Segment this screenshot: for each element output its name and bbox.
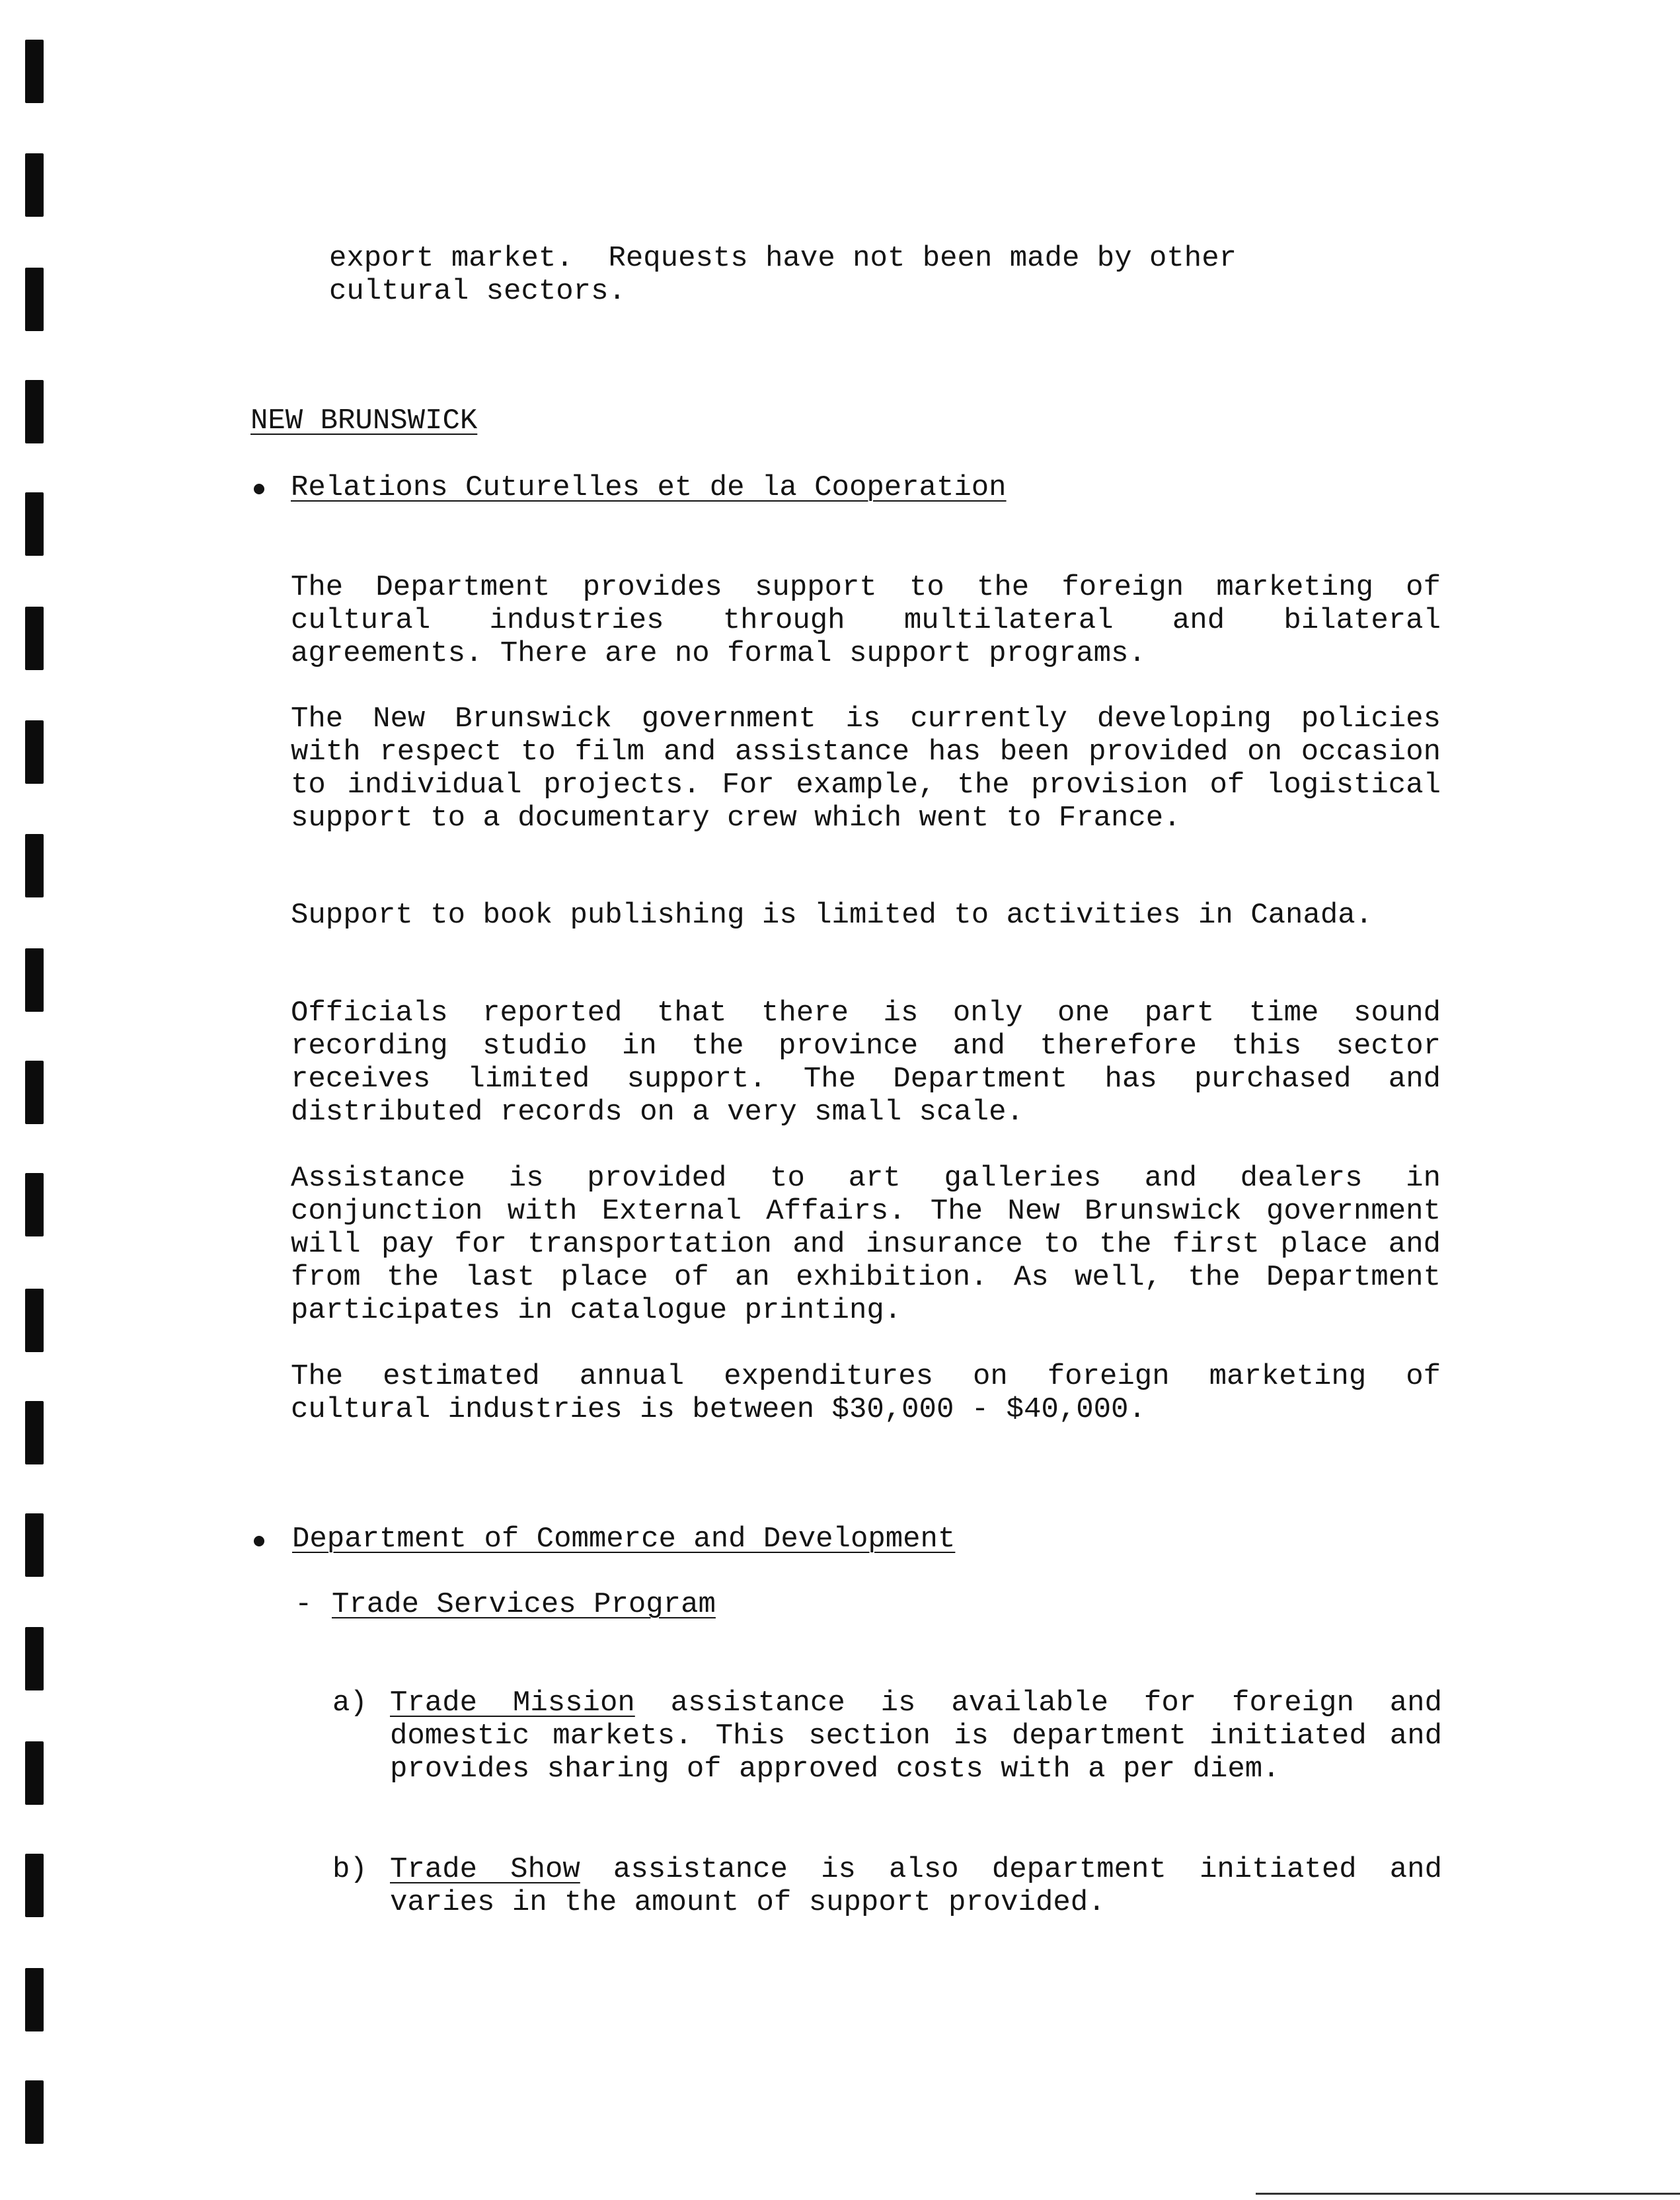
paragraph: The New Brunswick government is currently developing policies with respect to film and assistance has been provided on occasion to individual projects. For example, the provision of logistical support to a documentary crew which went to France. [291,702,1441,835]
item-marker: a) [332,1687,367,1720]
bullet-icon [254,1536,264,1546]
item-term: Trade Mission [390,1687,635,1720]
list-item [390,1853,1442,1919]
punch-hole [25,1968,44,2031]
paragraph: Officials reported that there is only one part time sound recording studio in the province and therefore this sector receives limited support. The Department has purchased and distributed records on a very small scale. [291,997,1441,1129]
block2-subheading: Trade Services Program [332,1588,716,1621]
punch-hole [25,1513,44,1577]
punch-hole [25,834,44,897]
item-text: assistance is also department initiated and varies in the amount of support provided. [390,1853,1442,1919]
block1-heading: Relations Cuturelles et de la Cooperation [291,471,1007,504]
punch-hole [25,1401,44,1464]
paragraph: The estimated annual expenditures on foreign marketing of cultural industries is between $30,000 - $40,000. [291,1360,1441,1426]
punch-hole [25,1627,44,1690]
punch-hole [25,380,44,443]
punch-hole [25,492,44,556]
punch-hole [25,720,44,784]
punch-hole [25,153,44,217]
punch-hole [25,1741,44,1805]
punch-hole [25,1854,44,1917]
item-text: assistance is available for foreign and domestic markets. This section is department initiated and provides sharing of approved costs with a per diem. [390,1687,1442,1786]
item-marker: b) [332,1853,367,1886]
block2-heading: Department of Commerce and Development [292,1523,956,1556]
continuation-line-2: cultural sectors. [329,275,626,308]
section-heading: NEW BRUNSWICK [250,404,478,437]
continuation-line-1: export market. Requests have not been made by other [329,242,1237,275]
punch-hole [25,268,44,331]
punch-hole [25,948,44,1012]
page-edge-line [1256,2193,1680,2195]
item-term: Trade Show [390,1853,580,1886]
binding-edge [19,0,58,2200]
list-item [390,1687,1442,1786]
punch-hole [25,40,44,103]
punch-hole [25,1289,44,1352]
paragraph: Assistance is provided to art galleries and dealers in conjunction with External Affairs. The New Brunswick government will pay for transportation and insurance to the first place and from the last place of an exhibition. As well, the Department participates in catalogue printing. [291,1162,1441,1327]
dash-marker: - [295,1588,313,1621]
paragraph: Support to book publishing is limited to activities in Canada. [291,899,1373,932]
paragraph: The Department provides support to the foreign marketing of cultural industries through multilateral and bilateral agreements. There are no formal support programs. [291,571,1441,670]
punch-hole [25,2080,44,2144]
punch-hole [25,1061,44,1124]
punch-hole [25,607,44,670]
bullet-icon [254,484,264,494]
punch-hole [25,1173,44,1236]
